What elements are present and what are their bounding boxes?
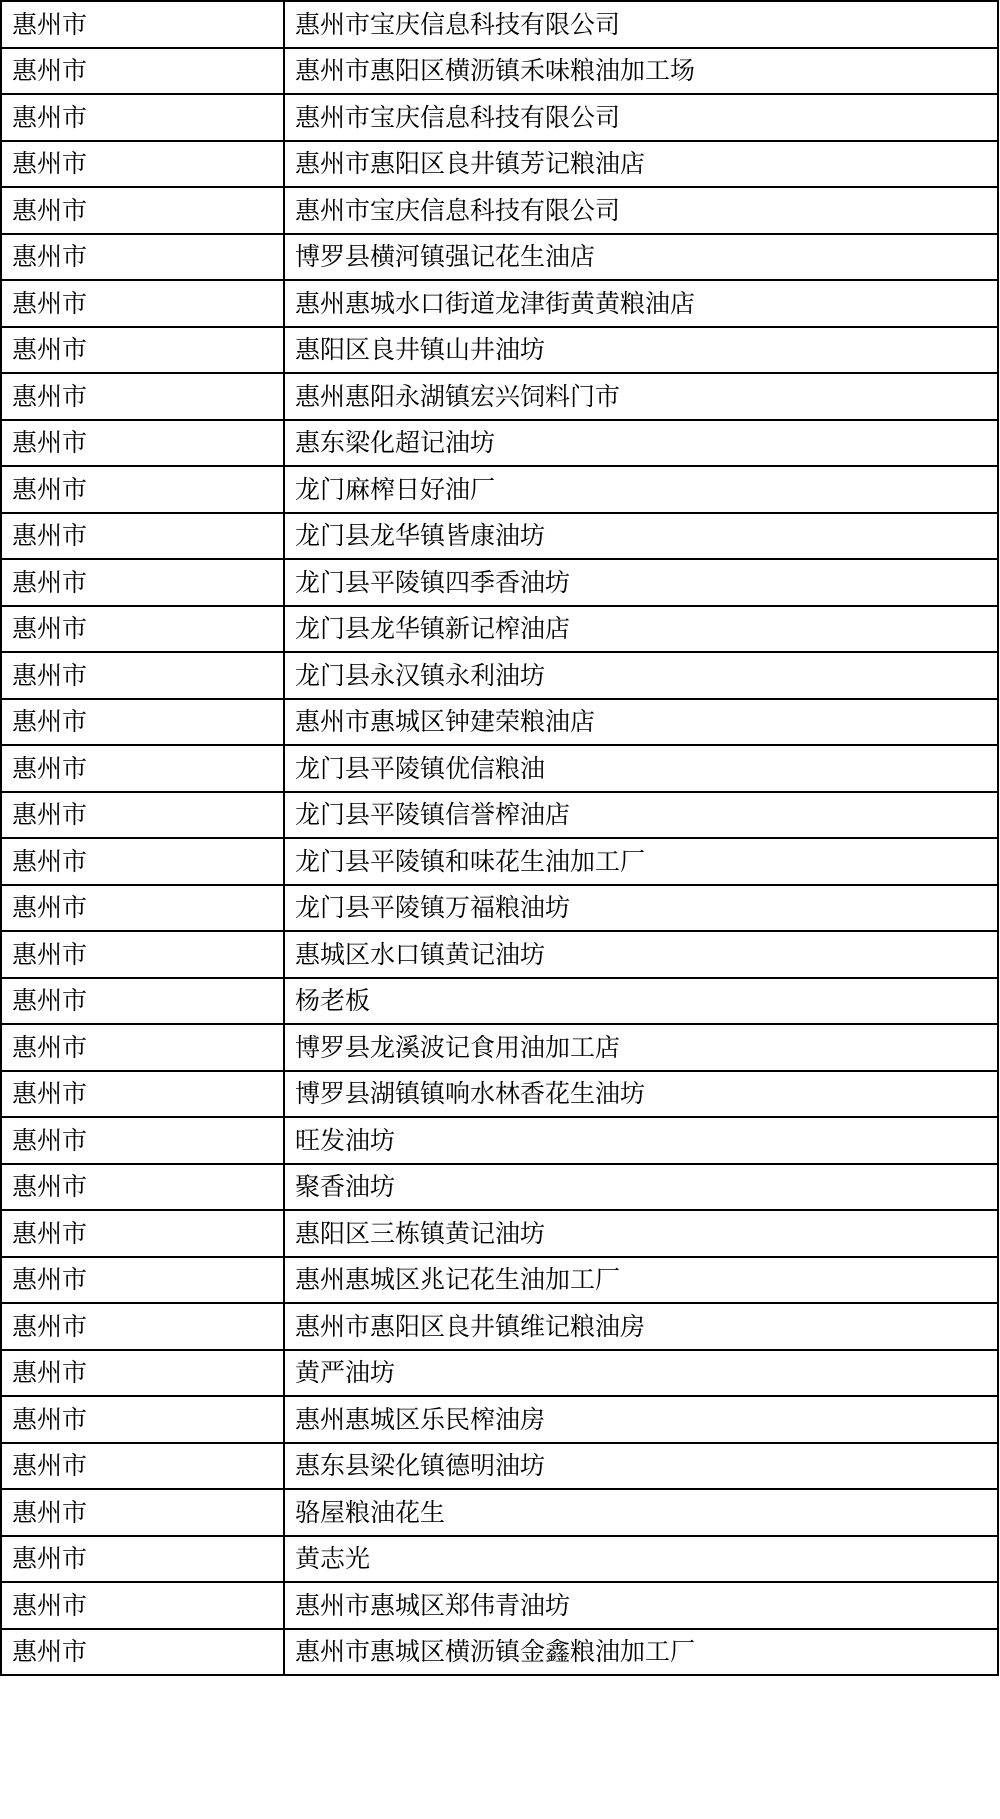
table-row	[1, 1210, 998, 1257]
company-name-cell: 惠州市宝庆信息科技有限公司	[284, 187, 998, 234]
city-cell: 惠州市	[1, 1024, 284, 1071]
city-cell: 惠州市	[1, 1489, 284, 1536]
company-name-cell: 黄志光	[284, 1536, 998, 1583]
table-row	[1, 978, 998, 1025]
company-name-cell: 惠东县梁化镇德明油坊	[284, 1443, 998, 1490]
city-cell: 惠州市	[1, 1257, 284, 1304]
table-row	[1, 327, 998, 374]
table-row	[1, 885, 998, 932]
city-cell: 惠州市	[1, 280, 284, 327]
city-cell: 惠州市	[1, 1443, 284, 1490]
city-cell: 惠州市	[1, 141, 284, 188]
table-row	[1, 792, 998, 839]
company-name-cell: 惠州市惠阳区良井镇芳记粮油店	[284, 141, 998, 188]
company-name-cell: 惠州惠阳永湖镇宏兴饲料门市	[284, 373, 998, 420]
city-cell: 惠州市	[1, 745, 284, 792]
city-cell: 惠州市	[1, 1117, 284, 1164]
table-row	[1, 1071, 998, 1118]
table-row	[1, 1396, 998, 1443]
city-cell: 惠州市	[1, 559, 284, 606]
table-row	[1, 838, 998, 885]
table-row	[1, 1536, 998, 1583]
table-row	[1, 94, 998, 141]
table-row	[1, 652, 998, 699]
company-name-cell: 龙门麻榨日好油厂	[284, 466, 998, 513]
company-name-cell: 惠州惠城水口街道龙津街黄黄粮油店	[284, 280, 998, 327]
table-row	[1, 1629, 998, 1676]
city-cell: 惠州市	[1, 187, 284, 234]
company-name-cell: 惠阳区三栋镇黄记油坊	[284, 1210, 998, 1257]
company-name-cell: 惠州市宝庆信息科技有限公司	[284, 94, 998, 141]
table-row	[1, 1350, 998, 1397]
company-name-cell: 惠州市惠阳区良井镇维记粮油房	[284, 1303, 998, 1350]
city-cell: 惠州市	[1, 885, 284, 932]
city-cell: 惠州市	[1, 327, 284, 374]
company-name-cell: 龙门县龙华镇新记榨油店	[284, 606, 998, 653]
company-name-cell: 惠州市惠城区横沥镇金鑫粮油加工厂	[284, 1629, 998, 1676]
company-name-cell: 博罗县湖镇镇响水林香花生油坊	[284, 1071, 998, 1118]
table-row	[1, 1117, 998, 1164]
company-name-cell: 博罗县横河镇强记花生油店	[284, 234, 998, 281]
table-row	[1, 559, 998, 606]
table-row	[1, 1443, 998, 1490]
table-body	[1, 1, 998, 1675]
table-row	[1, 745, 998, 792]
table-row	[1, 931, 998, 978]
table-row	[1, 234, 998, 281]
company-name-cell: 惠州市宝庆信息科技有限公司	[284, 1, 998, 48]
table-row	[1, 48, 998, 95]
city-cell: 惠州市	[1, 1350, 284, 1397]
city-cell: 惠州市	[1, 1210, 284, 1257]
city-cell: 惠州市	[1, 978, 284, 1025]
company-name-cell: 骆屋粮油花生	[284, 1489, 998, 1536]
company-name-cell: 惠州市惠城区钟建荣粮油店	[284, 699, 998, 746]
table-row	[1, 1164, 998, 1211]
company-name-cell: 龙门县平陵镇和味花生油加工厂	[284, 838, 998, 885]
table-row	[1, 513, 998, 560]
company-name-cell: 旺发油坊	[284, 1117, 998, 1164]
city-cell: 惠州市	[1, 1536, 284, 1583]
company-name-cell: 龙门县平陵镇万福粮油坊	[284, 885, 998, 932]
city-cell: 惠州市	[1, 1303, 284, 1350]
company-name-cell: 惠州惠城区兆记花生油加工厂	[284, 1257, 998, 1304]
company-name-cell: 龙门县平陵镇四季香油坊	[284, 559, 998, 606]
city-cell: 惠州市	[1, 1396, 284, 1443]
city-cell: 惠州市	[1, 1164, 284, 1211]
table-row	[1, 1024, 998, 1071]
city-cell: 惠州市	[1, 1582, 284, 1629]
city-cell: 惠州市	[1, 699, 284, 746]
city-cell: 惠州市	[1, 1629, 284, 1676]
city-cell: 惠州市	[1, 838, 284, 885]
company-name-cell: 龙门县平陵镇优信粮油	[284, 745, 998, 792]
company-name-cell: 黄严油坊	[284, 1350, 998, 1397]
table-row	[1, 187, 998, 234]
company-name-cell: 惠阳区良井镇山井油坊	[284, 327, 998, 374]
table-row	[1, 699, 998, 746]
table-row	[1, 1582, 998, 1629]
table-row	[1, 466, 998, 513]
city-cell: 惠州市	[1, 792, 284, 839]
company-name-cell: 龙门县平陵镇信誉榨油店	[284, 792, 998, 839]
table-row	[1, 1303, 998, 1350]
table-row	[1, 373, 998, 420]
city-cell: 惠州市	[1, 466, 284, 513]
table-row	[1, 141, 998, 188]
company-name-cell: 惠州惠城区乐民榨油房	[284, 1396, 998, 1443]
city-cell: 惠州市	[1, 373, 284, 420]
table-row	[1, 1257, 998, 1304]
table-row	[1, 1, 998, 48]
company-name-cell: 杨老板	[284, 978, 998, 1025]
company-name-cell: 龙门县永汉镇永利油坊	[284, 652, 998, 699]
table-row	[1, 606, 998, 653]
city-cell: 惠州市	[1, 1, 284, 48]
table-row	[1, 1489, 998, 1536]
city-cell: 惠州市	[1, 931, 284, 978]
company-name-cell: 龙门县龙华镇皆康油坊	[284, 513, 998, 560]
company-name-cell: 惠城区水口镇黄记油坊	[284, 931, 998, 978]
table-row	[1, 420, 998, 467]
company-name-cell: 博罗县龙溪波记食用油加工店	[284, 1024, 998, 1071]
city-cell: 惠州市	[1, 606, 284, 653]
company-name-cell: 聚香油坊	[284, 1164, 998, 1211]
city-cell: 惠州市	[1, 94, 284, 141]
city-cell: 惠州市	[1, 48, 284, 95]
city-cell: 惠州市	[1, 420, 284, 467]
company-name-cell: 惠东梁化超记油坊	[284, 420, 998, 467]
city-cell: 惠州市	[1, 513, 284, 560]
company-name-cell: 惠州市惠城区郑伟青油坊	[284, 1582, 998, 1629]
city-cell: 惠州市	[1, 652, 284, 699]
table-row	[1, 280, 998, 327]
company-name-cell: 惠州市惠阳区横沥镇禾味粮油加工场	[284, 48, 998, 95]
city-cell: 惠州市	[1, 234, 284, 281]
city-cell: 惠州市	[1, 1071, 284, 1118]
